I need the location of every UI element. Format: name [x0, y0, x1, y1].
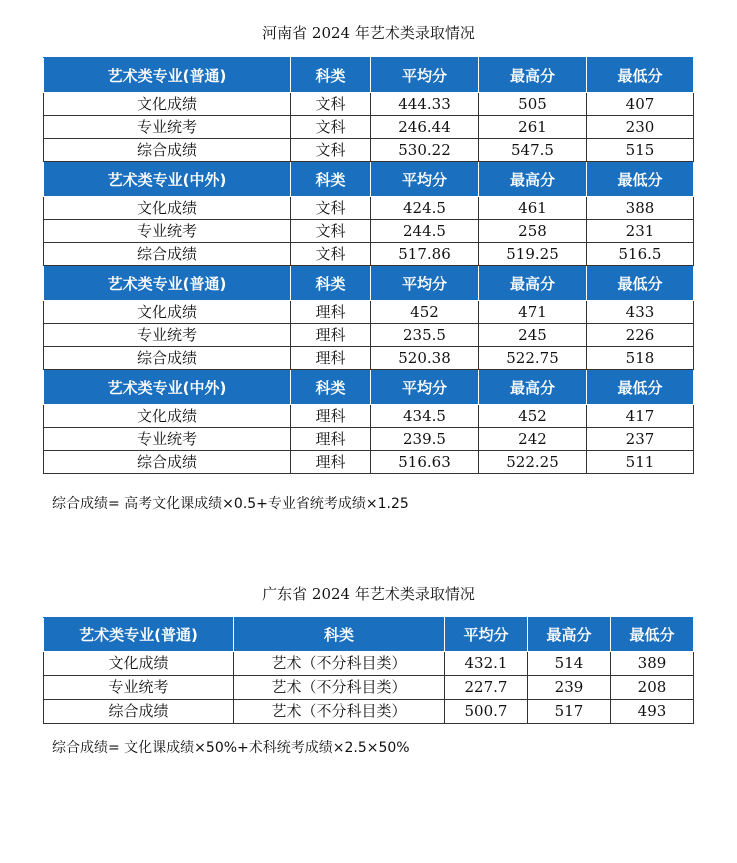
table-row: [44, 347, 694, 370]
cell-category: 综合成绩: [44, 139, 291, 162]
cell-average: 246.44: [371, 116, 479, 139]
cell-max: 471: [479, 301, 587, 324]
cell-subject: 理科: [291, 405, 371, 428]
cell-min: 493: [611, 700, 694, 724]
table-row: [44, 324, 694, 347]
cell-category: 综合成绩: [44, 347, 291, 370]
cell-category: 文化成绩: [44, 405, 291, 428]
cell-average: 520.38: [371, 347, 479, 370]
column-header-min: 最低分: [587, 58, 694, 93]
cell-average: 244.5: [371, 220, 479, 243]
cell-subject: 艺术（不分科目类）: [234, 652, 445, 676]
henan-title: 河南省 2024 年艺术类录取情况: [262, 24, 475, 42]
cell-category: 专业统考: [44, 220, 291, 243]
guangdong-admission-table: [43, 617, 694, 724]
cell-min: 230: [587, 116, 694, 139]
cell-min: 516.5: [587, 243, 694, 266]
henan-admission-table: [43, 57, 694, 474]
cell-subject: 文科: [291, 116, 371, 139]
column-header-subject: 科类: [291, 58, 371, 93]
column-header-group: 艺术类专业(普通): [44, 266, 291, 301]
cell-average: 444.33: [371, 93, 479, 116]
cell-average: 517.86: [371, 243, 479, 266]
column-header-min: 最低分: [587, 370, 694, 405]
cell-max: 261: [479, 116, 587, 139]
column-header-max: 最高分: [479, 370, 587, 405]
cell-max: 258: [479, 220, 587, 243]
cell-category: 综合成绩: [44, 700, 234, 724]
cell-subject: 理科: [291, 451, 371, 474]
header-row: [44, 58, 694, 93]
henan-formula-note: 综合成绩= 高考文化课成绩×0.5+专业省统考成绩×1.25: [52, 496, 409, 512]
column-header-max: 最高分: [479, 162, 587, 197]
column-header-subject: 科类: [291, 266, 371, 301]
table-row: [44, 197, 694, 220]
cell-category: 综合成绩: [44, 243, 291, 266]
cell-max: 522.75: [479, 347, 587, 370]
column-header-subject: 科类: [234, 618, 445, 652]
cell-max: 505: [479, 93, 587, 116]
cell-average: 500.7: [445, 700, 528, 724]
cell-subject: 理科: [291, 428, 371, 451]
cell-category: 文化成绩: [44, 93, 291, 116]
cell-average: 235.5: [371, 324, 479, 347]
column-header-min: 最低分: [611, 618, 694, 652]
column-header-group: 艺术类专业(中外): [44, 370, 291, 405]
column-header-average: 平均分: [371, 58, 479, 93]
column-header-min: 最低分: [587, 266, 694, 301]
cell-min: 407: [587, 93, 694, 116]
cell-category: 专业统考: [44, 116, 291, 139]
cell-average: 452: [371, 301, 479, 324]
table-row: [44, 243, 694, 266]
table-row: [44, 700, 694, 724]
table-row: [44, 220, 694, 243]
header-row: [44, 266, 694, 301]
cell-max: 519.25: [479, 243, 587, 266]
cell-max: 452: [479, 405, 587, 428]
cell-min: 518: [587, 347, 694, 370]
cell-subject: 艺术（不分科目类）: [234, 676, 445, 700]
cell-max: 522.25: [479, 451, 587, 474]
cell-min: 417: [587, 405, 694, 428]
cell-min: 231: [587, 220, 694, 243]
cell-min: 226: [587, 324, 694, 347]
column-header-max: 最高分: [479, 266, 587, 301]
cell-min: 433: [587, 301, 694, 324]
cell-category: 综合成绩: [44, 451, 291, 474]
cell-subject: 文科: [291, 197, 371, 220]
table-row: [44, 652, 694, 676]
column-header-average: 平均分: [445, 618, 528, 652]
column-header-max: 最高分: [528, 618, 611, 652]
column-header-average: 平均分: [371, 266, 479, 301]
column-header-group: 艺术类专业(中外): [44, 162, 291, 197]
cell-subject: 文科: [291, 139, 371, 162]
header-row: [44, 162, 694, 197]
column-header-average: 平均分: [371, 162, 479, 197]
column-header-group: 艺术类专业(普通): [44, 618, 234, 652]
column-header-max: 最高分: [479, 58, 587, 93]
column-header-min: 最低分: [587, 162, 694, 197]
cell-min: 208: [611, 676, 694, 700]
table-row: [44, 93, 694, 116]
guangdong-title: 广东省 2024 年艺术类录取情况: [262, 585, 475, 603]
cell-max: 245: [479, 324, 587, 347]
table-row: [44, 451, 694, 474]
cell-subject: 文科: [291, 220, 371, 243]
cell-min: 388: [587, 197, 694, 220]
table-row: [44, 405, 694, 428]
cell-max: 517: [528, 700, 611, 724]
cell-average: 516.63: [371, 451, 479, 474]
cell-min: 237: [587, 428, 694, 451]
cell-max: 547.5: [479, 139, 587, 162]
cell-average: 227.7: [445, 676, 528, 700]
table-row: [44, 139, 694, 162]
cell-category: 专业统考: [44, 428, 291, 451]
cell-max: 239: [528, 676, 611, 700]
cell-average: 530.22: [371, 139, 479, 162]
cell-subject: 文科: [291, 243, 371, 266]
column-header-group: 艺术类专业(普通): [44, 58, 291, 93]
guangdong-formula-note: 综合成绩= 文化课成绩×50%+术科统考成绩×2.5×50%: [52, 740, 410, 756]
table-row: [44, 301, 694, 324]
cell-category: 专业统考: [44, 324, 291, 347]
header-row: [44, 370, 694, 405]
cell-subject: 理科: [291, 301, 371, 324]
header-row: [44, 618, 694, 652]
cell-min: 389: [611, 652, 694, 676]
table-row: [44, 116, 694, 139]
column-header-subject: 科类: [291, 370, 371, 405]
cell-category: 文化成绩: [44, 301, 291, 324]
cell-category: 专业统考: [44, 676, 234, 700]
cell-max: 514: [528, 652, 611, 676]
cell-subject: 理科: [291, 347, 371, 370]
cell-average: 239.5: [371, 428, 479, 451]
cell-min: 515: [587, 139, 694, 162]
cell-subject: 理科: [291, 324, 371, 347]
column-header-subject: 科类: [291, 162, 371, 197]
table-row: [44, 428, 694, 451]
cell-average: 424.5: [371, 197, 479, 220]
table-row: [44, 676, 694, 700]
cell-category: 文化成绩: [44, 197, 291, 220]
cell-subject: 文科: [291, 93, 371, 116]
cell-category: 文化成绩: [44, 652, 234, 676]
cell-max: 461: [479, 197, 587, 220]
cell-max: 242: [479, 428, 587, 451]
column-header-average: 平均分: [371, 370, 479, 405]
cell-average: 434.5: [371, 405, 479, 428]
cell-min: 511: [587, 451, 694, 474]
cell-average: 432.1: [445, 652, 528, 676]
cell-subject: 艺术（不分科目类）: [234, 700, 445, 724]
